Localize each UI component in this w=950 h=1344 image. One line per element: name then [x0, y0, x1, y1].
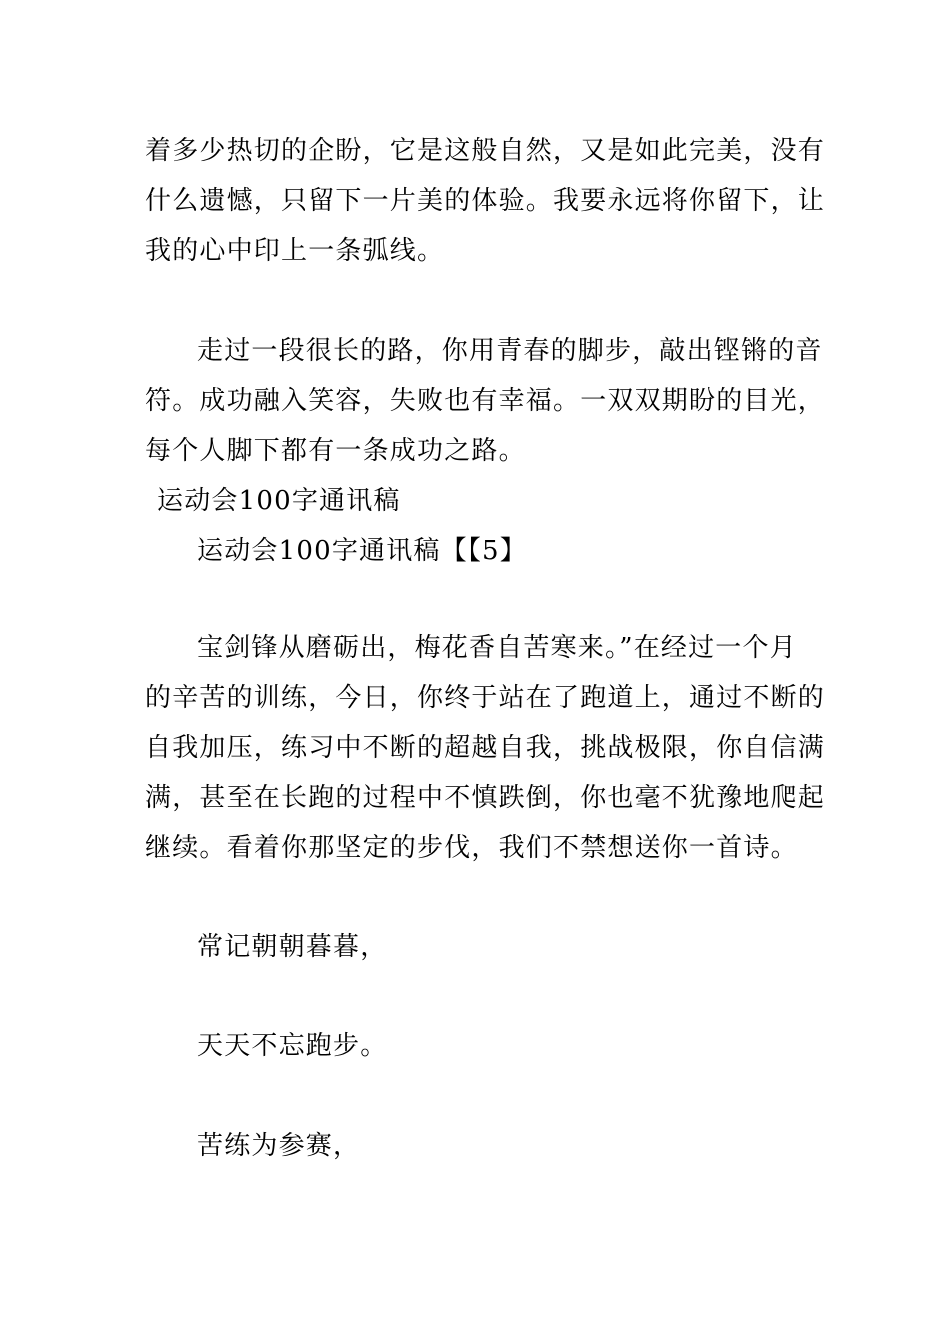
- paragraph-3-line-4: 满，甚至在长跑的过程中不慎跌倒，你也毫不犹豫地爬起: [145, 783, 826, 813]
- paragraph-1-line-2: 什么遗憾，只留下一片美的体验。我要永远将你留下，让: [145, 186, 826, 216]
- subsection-title: 运动会100字通讯稿【【5】: [197, 536, 527, 566]
- paragraph-3-line-5: 继续。看着你那坚定的步伐，我们不禁想送你一首诗。: [145, 833, 798, 863]
- paragraph-2-line-1: 走过一段很长的路，你用青春的脚步，敲出铿锵的音: [197, 336, 823, 366]
- poem-line-1: 常记朝朝暮暮，: [197, 932, 388, 962]
- paragraph-2-line-2: 符。成功融入笑容，失败也有幸福。一双双期盼的目光，: [145, 386, 826, 416]
- poem-line-3: 苦练为参赛，: [197, 1131, 361, 1161]
- paragraph-2-line-3: 每个人脚下都有一条成功之路。: [145, 436, 526, 466]
- paragraph-3-line-3: 自我加压，练习中不断的超越自我，挑战极限，你自信满: [145, 733, 826, 763]
- section-title: 运动会100字通讯稿: [157, 486, 401, 516]
- paragraph-3-line-2: 的辛苦的训练，今日，你终于站在了跑道上，通过不断的: [145, 683, 826, 713]
- paragraph-1-line-1: 着多少热切的企盼，它是这般自然，又是如此完美，没有: [145, 136, 826, 166]
- paragraph-1-line-3: 我的心中印上一条弧线。: [145, 236, 445, 266]
- paragraph-3-line-1: 宝剑锋从磨砺出，梅花香自苦寒来。”在经过一个月: [197, 633, 797, 663]
- poem-line-2: 天天不忘跑步。: [197, 1031, 388, 1061]
